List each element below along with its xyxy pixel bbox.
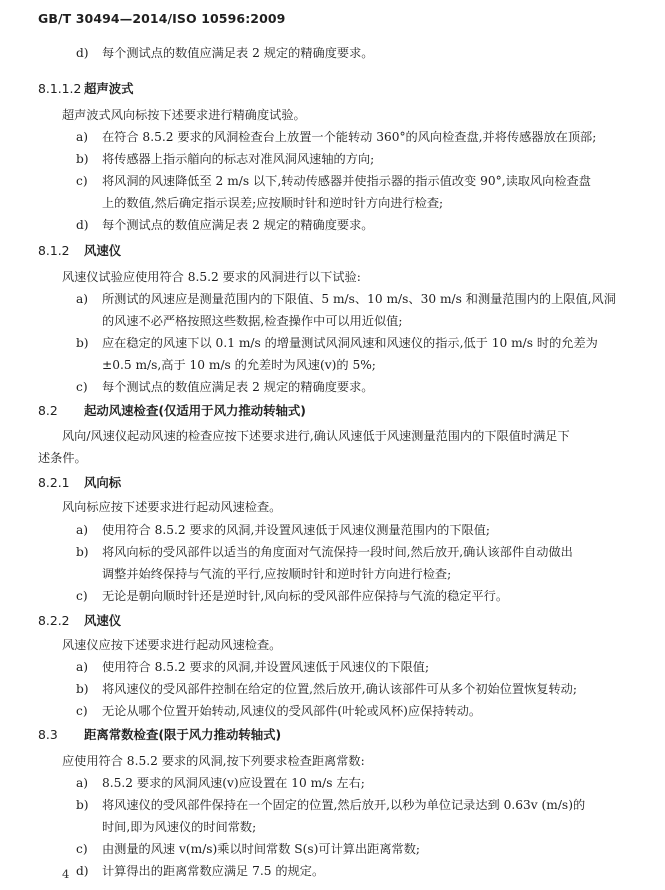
- list-item-text: 将风速仪的受风部件控制在给定的位置,然后放开,确认该部件可从多个初始位置恢复转动;: [102, 682, 577, 696]
- paragraph: 风速仪试验应使用符合 8.5.2 要求的风洞进行以下试验:: [62, 270, 361, 284]
- list-item-text: 应在稳定的风速下以 0.1 m/s 的增量测试风洞风速和风速仪的指示,低于 10 m/s 时的允差为: [102, 336, 598, 350]
- list-item-label: a): [76, 523, 89, 537]
- section-heading: [38, 476, 121, 490]
- continuation-line: 上的数值,然后确定指示误差;应按顺时针和逆时针方向进行检查;: [102, 196, 444, 210]
- section-number: 8.2: [38, 403, 58, 418]
- list-item-text: 将风速仪的受风部件保持在一个固定的位置,然后放开,以秒为单位记录达到 0.63v (m/s)的: [102, 798, 586, 812]
- section-number: 8.2.2: [38, 613, 70, 628]
- list-item-label: a): [76, 776, 89, 790]
- list-item-text: 在符合 8.5.2 要求的风洞检查台上放置一个能转动 360°的风向检查盘,并将传感器放在顶部;: [102, 130, 597, 144]
- list-item-label: a): [76, 130, 89, 144]
- continuation-line: 的风速不必严格按照这些数据,检查操作中可以用近似值;: [102, 314, 403, 328]
- standard-header: GB/T 30494—2014/ISO 10596:2009: [38, 11, 286, 26]
- continuation-line: 述条件。: [38, 451, 87, 465]
- section-title: 起动风速检查(仅适用于风力推动转轴式): [84, 403, 306, 418]
- list-item-text: 将风洞的风速降低至 2 m/s 以下,转动传感器并使指示器的指示值改变 90°,读取风向检查盘: [102, 174, 591, 188]
- list-item-text: 计算得出的距离常数应满足 7.5 的规定。: [102, 864, 325, 878]
- list-item-text: 8.5.2 要求的风洞风速(v)应设置在 10 m/s 左右;: [102, 776, 365, 790]
- list-item-text: 将传感器上指示艏向的标志对准风洞风速轴的方向;: [102, 152, 375, 166]
- list-item-text: 每个测试点的数值应满足表 2 规定的精确度要求。: [102, 218, 374, 232]
- section-number: 8.3: [38, 727, 58, 742]
- list-item-label: b): [76, 798, 89, 812]
- section-title: 风速仪: [84, 243, 122, 258]
- list-item-label: d): [76, 864, 89, 878]
- list-item-label: d): [76, 218, 89, 232]
- list-item-label: c): [76, 704, 88, 718]
- list-item-text: 每个测试点的数值应满足表 2 规定的精确度要求。: [102, 46, 374, 60]
- list-item-label: b): [76, 152, 89, 166]
- list-item-label: a): [76, 660, 89, 674]
- list-item-label: c): [76, 174, 88, 188]
- list-item-label: c): [76, 589, 88, 603]
- paragraph: 应使用符合 8.5.2 要求的风洞,按下列要求检查距离常数:: [62, 754, 365, 768]
- list-item-text: 所测试的风速应是测量范围内的下限值、5 m/s、10 m/s、30 m/s 和测量范围内的上限值,风洞: [102, 292, 616, 306]
- page-number: 4: [62, 867, 70, 881]
- list-item-label: a): [76, 292, 89, 306]
- section-title: 风速仪: [84, 613, 122, 628]
- section-title: 距离常数检查(限于风力推动转轴式): [84, 727, 282, 742]
- paragraph: 风速仪应按下述要求进行起动风速检查。: [62, 638, 282, 652]
- section-heading: [38, 614, 121, 628]
- list-item-label: c): [76, 842, 88, 856]
- section-heading: [38, 728, 281, 742]
- list-item-text: 无论是朝向顺时针还是逆时针,风向标的受风部件应保持与气流的稳定平行。: [102, 589, 509, 603]
- continuation-line: ±0.5 m/s,高于 10 m/s 的允差时为风速(v)的 5%;: [102, 358, 376, 372]
- section-number: 8.1.1.2: [38, 81, 82, 96]
- continuation-line: 调整并始终保持与气流的平行,应按顺时针和逆时针方向进行检查;: [102, 567, 452, 581]
- section-title: 超声波式: [84, 81, 134, 96]
- list-item-label: b): [76, 545, 89, 559]
- paragraph: 超声波式风向标按下述要求进行精确度试验。: [62, 108, 306, 122]
- list-item-text: 使用符合 8.5.2 要求的风洞,并设置风速低于风速仪测量范围内的下限值;: [102, 523, 490, 537]
- paragraph: 风向标应按下述要求进行起动风速检查。: [62, 500, 282, 514]
- continuation-line: 时间,即为风速仪的时间常数;: [102, 820, 257, 834]
- section-number: 8.1.2: [38, 243, 70, 258]
- list-item-text: 将风向标的受风部件以适当的角度面对气流保持一段时间,然后放开,确认该部件自动做出: [102, 545, 573, 559]
- section-title: 风向标: [84, 475, 122, 490]
- list-item-label: b): [76, 336, 89, 350]
- section-heading: [38, 244, 121, 258]
- list-item-text: 使用符合 8.5.2 要求的风洞,并设置风速低于风速仪的下限值;: [102, 660, 430, 674]
- list-item-label: c): [76, 380, 88, 394]
- list-item-label: b): [76, 682, 89, 696]
- section-heading: [38, 404, 306, 418]
- list-item-text: 无论从哪个位置开始转动,风速仪的受风部件(叶轮或风杯)应保持转动。: [102, 704, 482, 718]
- section-number: 8.2.1: [38, 475, 70, 490]
- paragraph: 风向/风速仪起动风速的检查应按下述要求进行,确认风速低于风速测量范围内的下限值时满足下: [62, 429, 570, 443]
- list-item-text: 由测量的风速 v(m/s)乘以时间常数 S(s)可计算出距离常数;: [102, 842, 421, 856]
- list-item-text: 每个测试点的数值应满足表 2 规定的精确度要求。: [102, 380, 374, 394]
- section-heading: [38, 82, 134, 96]
- list-item-label: d): [76, 46, 89, 60]
